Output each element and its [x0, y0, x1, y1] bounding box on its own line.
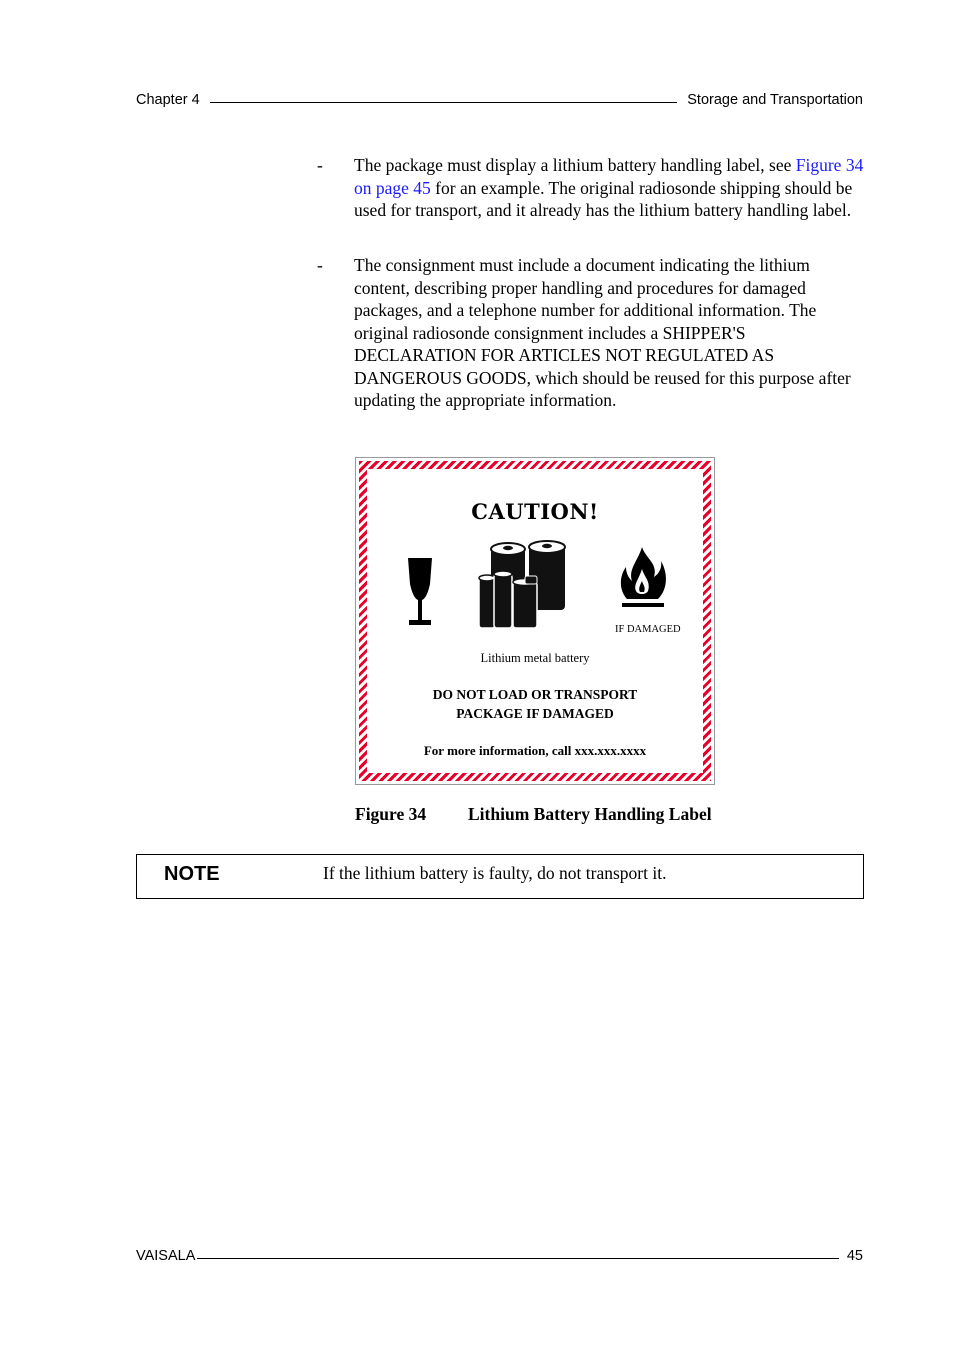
page-number: 45: [846, 1248, 863, 1264]
label-body: [367, 469, 703, 773]
contact-info-text: For more information, call xxx.xxx.xxxx: [423, 743, 647, 758]
note-box: [136, 854, 864, 899]
if-damaged-text: IF DAMAGED: [615, 624, 681, 635]
page-footer: [136, 1242, 863, 1264]
flame-icon: [618, 547, 668, 617]
note-label: NOTE: [164, 863, 220, 885]
page-header: [136, 86, 863, 108]
bullet-item: [317, 154, 865, 246]
caution-title: CAUTION!: [471, 499, 599, 524]
bullet-text-before: The package must display a lithium battery handling label, see: [354, 155, 796, 175]
fragile-glass-icon: [405, 558, 435, 626]
figure-link[interactable]: Figure 34 on page 45: [354, 155, 864, 198]
bullet-item: [317, 254, 865, 414]
battery-type-text: Lithium metal battery: [480, 651, 590, 665]
battery-icon: [477, 540, 567, 630]
bullet-text: [354, 154, 864, 222]
footer-rule: [197, 1257, 838, 1259]
figure-number: Figure 34: [355, 804, 427, 824]
warning-line: PACKAGE IF DAMAGED: [456, 706, 614, 721]
bullet-dash: -: [317, 255, 323, 275]
warning-text: [367, 685, 703, 723]
bullet-text-after: for an example. The original radiosonde shipping should be used for transport, and it already has the lithium battery handling label.: [354, 177, 853, 220]
bullet-dash: -: [317, 155, 323, 175]
note-text: If the lithium battery is faulty, do not transport it.: [323, 863, 667, 883]
bullet-text: The consignment must include a document indicating the lithium content, describing proper handling and procedures for damaged packages, and a telephone number for additional information. The original radiosonde consignment includes a SHIPPER'S DECLARATION FOR ARTICLES NOT REGULATED AS DANGEROUS GOODS, which should be reused for this purpose after updating the appropriate information.: [354, 255, 851, 410]
header-chapter: Chapter 4: [136, 92, 200, 108]
figure-title: Lithium Battery Handling Label: [468, 804, 712, 824]
figure-caption: [355, 804, 712, 825]
header-section: Storage and Transportation: [687, 92, 863, 108]
warning-line: DO NOT LOAD OR TRANSPORT: [432, 687, 638, 702]
lithium-battery-label: [355, 457, 715, 785]
footer-company: VAISALA: [136, 1248, 196, 1264]
header-rule: [210, 101, 678, 103]
